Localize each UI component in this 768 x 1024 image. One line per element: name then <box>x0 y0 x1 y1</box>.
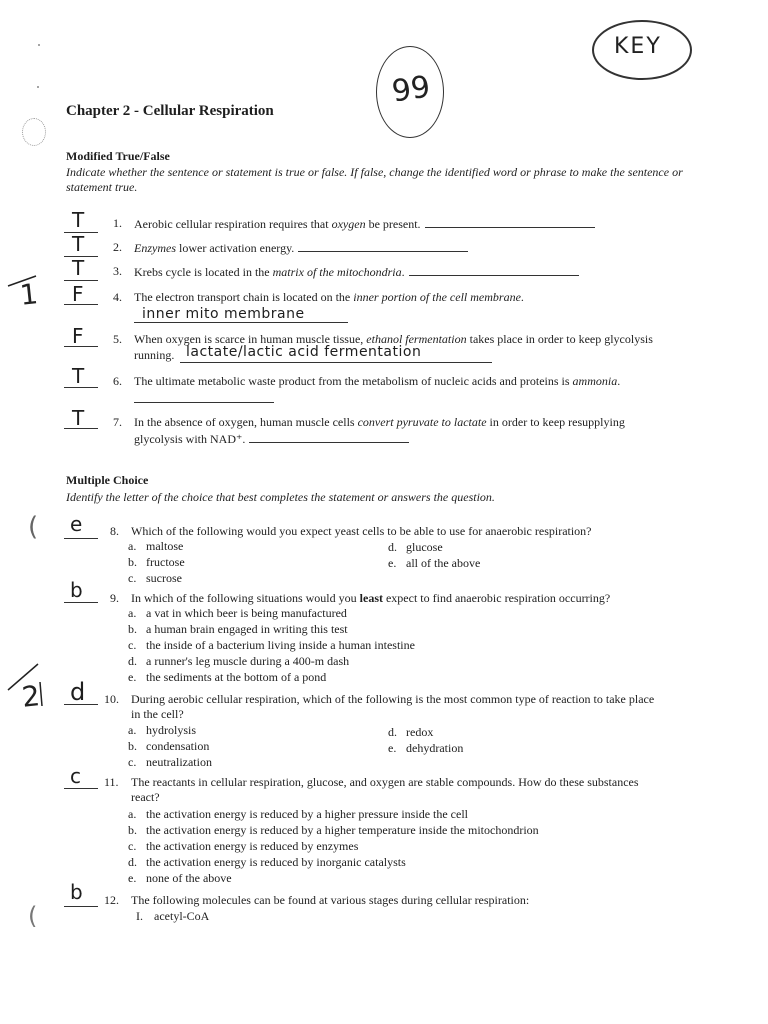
tf-number-1: 1. <box>113 216 122 230</box>
correction-blank[interactable] <box>298 240 468 252</box>
answer-line <box>64 280 98 281</box>
answer-line <box>64 538 98 539</box>
correction-blank[interactable] <box>409 264 579 276</box>
tf-answer-6: T <box>72 364 85 388</box>
mc-option[interactable]: d. glucose <box>388 540 443 554</box>
mc-question-10-cont: in the cell? <box>131 707 184 721</box>
mc-option[interactable]: e. none of the above <box>128 871 232 885</box>
mc-option[interactable]: a. the activation energy is reduced by a higher pressure inside the cell <box>128 807 468 821</box>
tf-answer-1: T <box>72 208 85 232</box>
mc-option[interactable]: e. dehydration <box>388 741 464 755</box>
mc-number-9: 9. <box>110 591 119 605</box>
correction-line <box>134 322 348 323</box>
margin-tick-icon <box>6 272 40 292</box>
correction-blank[interactable] <box>134 402 274 403</box>
tf-number-7: 7. <box>113 415 122 429</box>
mc-option[interactable]: a. maltose <box>128 539 184 553</box>
margin-score-mark-1: 1 <box>18 277 40 312</box>
margin-tick-icon <box>4 660 44 710</box>
true-false-instructions: Indicate whether the sentence or statement is true or false. If false, change the identified word or phrase to make the sentence or statement true. <box>66 165 683 194</box>
tf-statement-7-cont: glycolysis with NAD⁺. <box>134 431 409 447</box>
tf-statement-4: The electron transport chain is located on the inner portion of the cell membrane. <box>134 290 524 304</box>
answer-line <box>64 788 98 789</box>
tf-answer-3: T <box>72 256 85 280</box>
tf-correction-5: lactate/lactic acid fermentation <box>186 344 422 360</box>
tf-answer-7: T <box>72 406 85 430</box>
mc-answer-11: c <box>70 764 81 788</box>
correction-blank[interactable] <box>249 431 409 443</box>
true-false-section-title: Modified True/False <box>66 149 170 163</box>
tf-number-3: 3. <box>113 264 122 278</box>
score-value: 99 <box>389 69 433 110</box>
margin-score-mark-2: 2 <box>20 679 42 714</box>
mc-question-11: The reactants in cellular respiration, glucose, and oxygen are stable compounds. How do these substances <box>131 775 639 789</box>
mc-option[interactable]: e. the sediments at the bottom of a pond <box>128 670 327 684</box>
mc-option[interactable]: c. the activation energy is reduced by enzymes <box>128 839 359 853</box>
tf-number-2: 2. <box>113 240 122 254</box>
mc-question-11-cont: react? <box>131 790 160 804</box>
mc-answer-8: e <box>70 512 83 536</box>
mc-question-9: In which of the following situations would you least expect to find anaerobic respiration occurring? <box>131 591 611 605</box>
multiple-choice-instructions: Identify the letter of the choice that best completes the statement or answers the question. <box>66 490 495 504</box>
tf-statement-7: In the absence of oxygen, human muscle cells convert pyruvate to lactate in order to keep resupplying <box>134 415 625 429</box>
scan-speck <box>37 86 39 88</box>
tf-number-5: 5. <box>113 332 122 346</box>
tf-statement-1: Aerobic cellular respiration requires that oxygen be present. <box>134 216 595 232</box>
tf-answer-5: F <box>72 324 84 348</box>
tf-statement-6: The ultimate metabolic waste product from the metabolism of nucleic acids and proteins is ammonia. <box>134 374 621 388</box>
mc-number-8: 8. <box>110 524 119 538</box>
mc-option[interactable]: b. fructose <box>128 555 185 569</box>
mc-option[interactable]: a. a vat in which beer is being manufactured <box>128 606 347 620</box>
tf-answer-4: F <box>72 282 84 306</box>
mc-answer-9: b <box>70 578 83 602</box>
mc-option[interactable]: a. hydrolysis <box>128 723 197 737</box>
multiple-choice-section-title: Multiple Choice <box>66 473 149 487</box>
tf-statement-5: When oxygen is scarce in human muscle tissue, ethanol fermentation takes place in order to keep glycolysis <box>134 332 653 346</box>
mc-option[interactable]: d. the activation energy is reduced by inorganic catalysts <box>128 855 406 869</box>
tf-statement-3: Krebs cycle is located in the matrix of the mitochondria. <box>134 264 579 280</box>
mc-option: I. acetyl-CoA <box>136 909 210 923</box>
mc-question-12: The following molecules can be found at various stages during cellular respiration: <box>131 893 530 907</box>
mc-number-10: 10. <box>104 692 119 706</box>
tf-statement-5-cont: running. <box>134 348 175 362</box>
tf-correction-4: inner mito membrane <box>142 306 305 322</box>
mc-question-8: Which of the following would you expect yeast cells to be able to use for anaerobic respiration? <box>131 524 592 538</box>
mc-number-12: 12. <box>104 893 119 907</box>
mc-answer-12: b <box>70 880 83 904</box>
scan-speck <box>38 44 40 46</box>
margin-bracket-mark: ( <box>28 512 39 542</box>
tf-number-4: 4. <box>113 290 122 304</box>
key-label: KEY <box>614 34 662 59</box>
mc-option[interactable]: b. a human brain engaged in writing this test <box>128 622 348 636</box>
correction-line <box>180 362 492 363</box>
correction-blank[interactable] <box>425 216 595 228</box>
mc-option[interactable]: c. neutralization <box>128 755 212 769</box>
answer-line <box>64 602 98 603</box>
mc-option[interactable]: e. all of the above <box>388 556 481 570</box>
mc-option[interactable]: d. a runner's leg muscle during a 400-m dash <box>128 654 350 668</box>
mc-option[interactable]: d. redox <box>388 725 434 739</box>
mc-option[interactable]: c. the inside of a bacterium living inside a human intestine <box>128 638 415 652</box>
chapter-title: Chapter 2 - Cellular Respiration <box>66 103 274 119</box>
mc-number-11: 11. <box>104 775 119 789</box>
tf-number-6: 6. <box>113 374 122 388</box>
margin-bracket-mark: ( <box>28 902 38 930</box>
tf-statement-2: Enzymes lower activation energy. <box>134 240 468 256</box>
mc-option[interactable]: b. the activation energy is reduced by a higher temperature inside the mitochondrion <box>128 823 539 837</box>
mc-question-10: During aerobic cellular respiration, which of the following is the most common type of reaction to take place <box>131 692 655 706</box>
answer-line <box>64 906 98 907</box>
mc-option[interactable]: b. condensation <box>128 739 210 753</box>
hole-punch-mark <box>22 118 46 146</box>
mc-option[interactable]: c. sucrose <box>128 571 182 585</box>
tf-answer-2: T <box>72 232 85 256</box>
mc-answer-10: d <box>70 678 86 706</box>
